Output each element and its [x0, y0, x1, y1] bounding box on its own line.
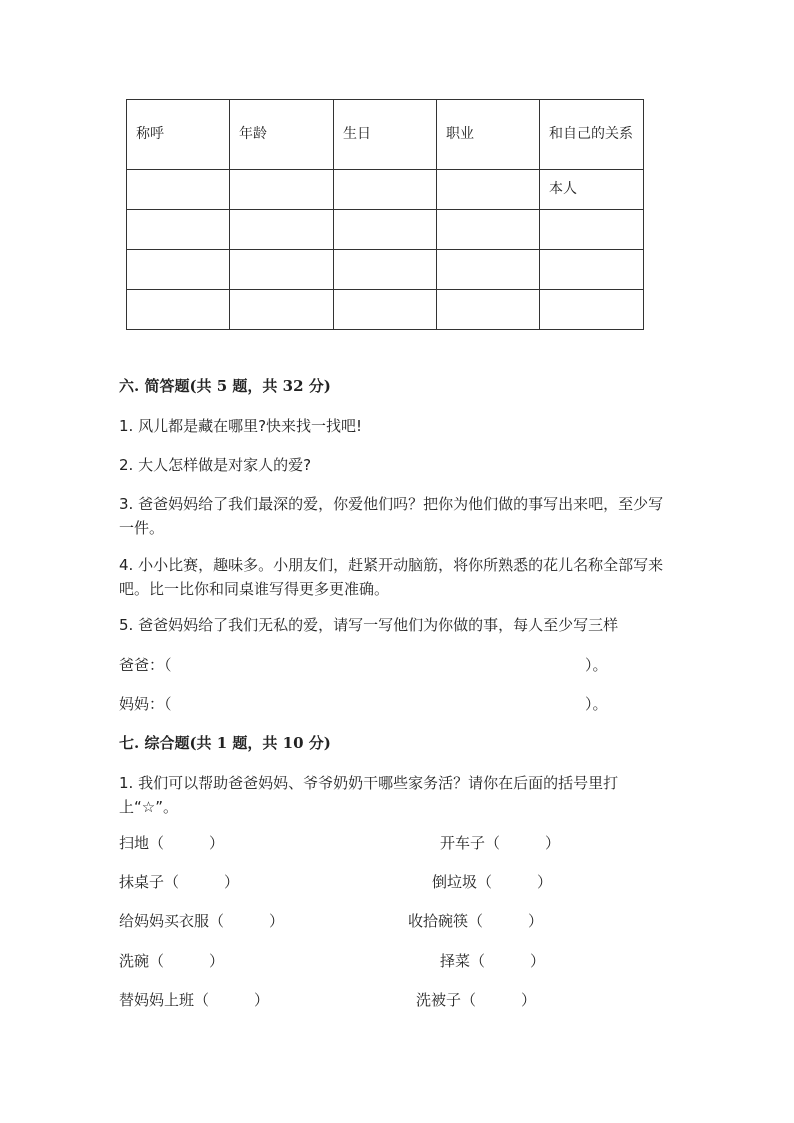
- question-6-1: 1. 风儿都是藏在哪里?快来找一找吧!: [119, 417, 363, 435]
- table-cell: [230, 170, 334, 210]
- dad-answer-label: 爸爸：（: [119, 656, 172, 674]
- header-cell: 生日: [334, 100, 437, 170]
- table-cell: [334, 170, 437, 210]
- chore-item[interactable]: 扫地（ ）: [119, 834, 225, 852]
- question-6-2: 2. 大人怎样做是对家人的爱?: [119, 456, 312, 474]
- table-cell: [127, 170, 230, 210]
- dad-answer-blank[interactable]: [200, 655, 570, 675]
- chore-item[interactable]: 开车子（ ）: [440, 834, 561, 852]
- table-cell: [540, 290, 644, 330]
- question-6-4: 4. 小小比赛，趣味多。小朋友们，赶紧开动脑筋，将你所熟悉的花儿名称全部写来吧。比一比你和同桌谁写得更多更准确。: [119, 556, 664, 598]
- question-6-3: 3. 爸爸妈妈给了我们最深的爱，你爱他们吗？把你为他们做的事写出来吧，至少写一件。: [119, 495, 664, 537]
- table-row: [127, 170, 644, 210]
- table-header-row: [127, 100, 644, 170]
- chore-item[interactable]: 倒垃圾（ ）: [432, 873, 553, 891]
- table-cell: [127, 250, 230, 290]
- chore-item[interactable]: 择菜（ ）: [440, 952, 546, 970]
- section-7-title: 七. 综合题(共 1 题，共 10 分): [119, 734, 331, 752]
- header-cell: 和自己的关系: [540, 100, 644, 170]
- question-6-5: 5. 爸爸妈妈给了我们无私的爱，请写一写他们为你做的事，每人至少写三样: [119, 616, 619, 634]
- chore-item[interactable]: 洗碗（ ）: [119, 952, 225, 970]
- table-cell: 本人: [540, 170, 644, 210]
- table-cell: [230, 290, 334, 330]
- table-cell: [334, 210, 437, 250]
- section-6-title: 六. 简答题(共 5 题，共 32 分): [119, 377, 331, 395]
- table-cell: [540, 210, 644, 250]
- table-row: [127, 210, 644, 250]
- chore-item[interactable]: 收拾碗筷（ ）: [408, 912, 544, 930]
- table-cell: [334, 250, 437, 290]
- dad-answer-close: ）。: [585, 656, 608, 674]
- chore-item[interactable]: 替妈妈上班（ ）: [119, 991, 270, 1009]
- table-cell: [127, 290, 230, 330]
- table-row: [127, 290, 644, 330]
- table-cell: [230, 210, 334, 250]
- question-7-1: 1. 我们可以帮助爸爸妈妈、爷爷奶奶干哪些家务活？请你在后面的括号里打上“☆”。: [119, 774, 619, 816]
- table-cell: [437, 250, 540, 290]
- header-cell: 职业: [437, 100, 540, 170]
- table-cell: [230, 250, 334, 290]
- table-cell: [437, 290, 540, 330]
- table-cell: [540, 250, 644, 290]
- table-cell: [334, 290, 437, 330]
- chore-item[interactable]: 洗被子（ ）: [416, 991, 537, 1009]
- table-cell: [437, 210, 540, 250]
- mom-answer-close: ）。: [585, 695, 608, 713]
- chore-item[interactable]: 抹桌子（ ）: [119, 873, 240, 891]
- header-cell: 年龄: [230, 100, 334, 170]
- header-cell: 称呼: [127, 100, 230, 170]
- chore-item[interactable]: 给妈妈买衣服（ ）: [119, 912, 285, 930]
- table-cell: [437, 170, 540, 210]
- mom-answer-label: 妈妈：（: [119, 695, 172, 713]
- family-info-table: [126, 99, 644, 330]
- table-row: [127, 250, 644, 290]
- table-cell: [127, 210, 230, 250]
- mom-answer-blank[interactable]: [200, 694, 570, 714]
